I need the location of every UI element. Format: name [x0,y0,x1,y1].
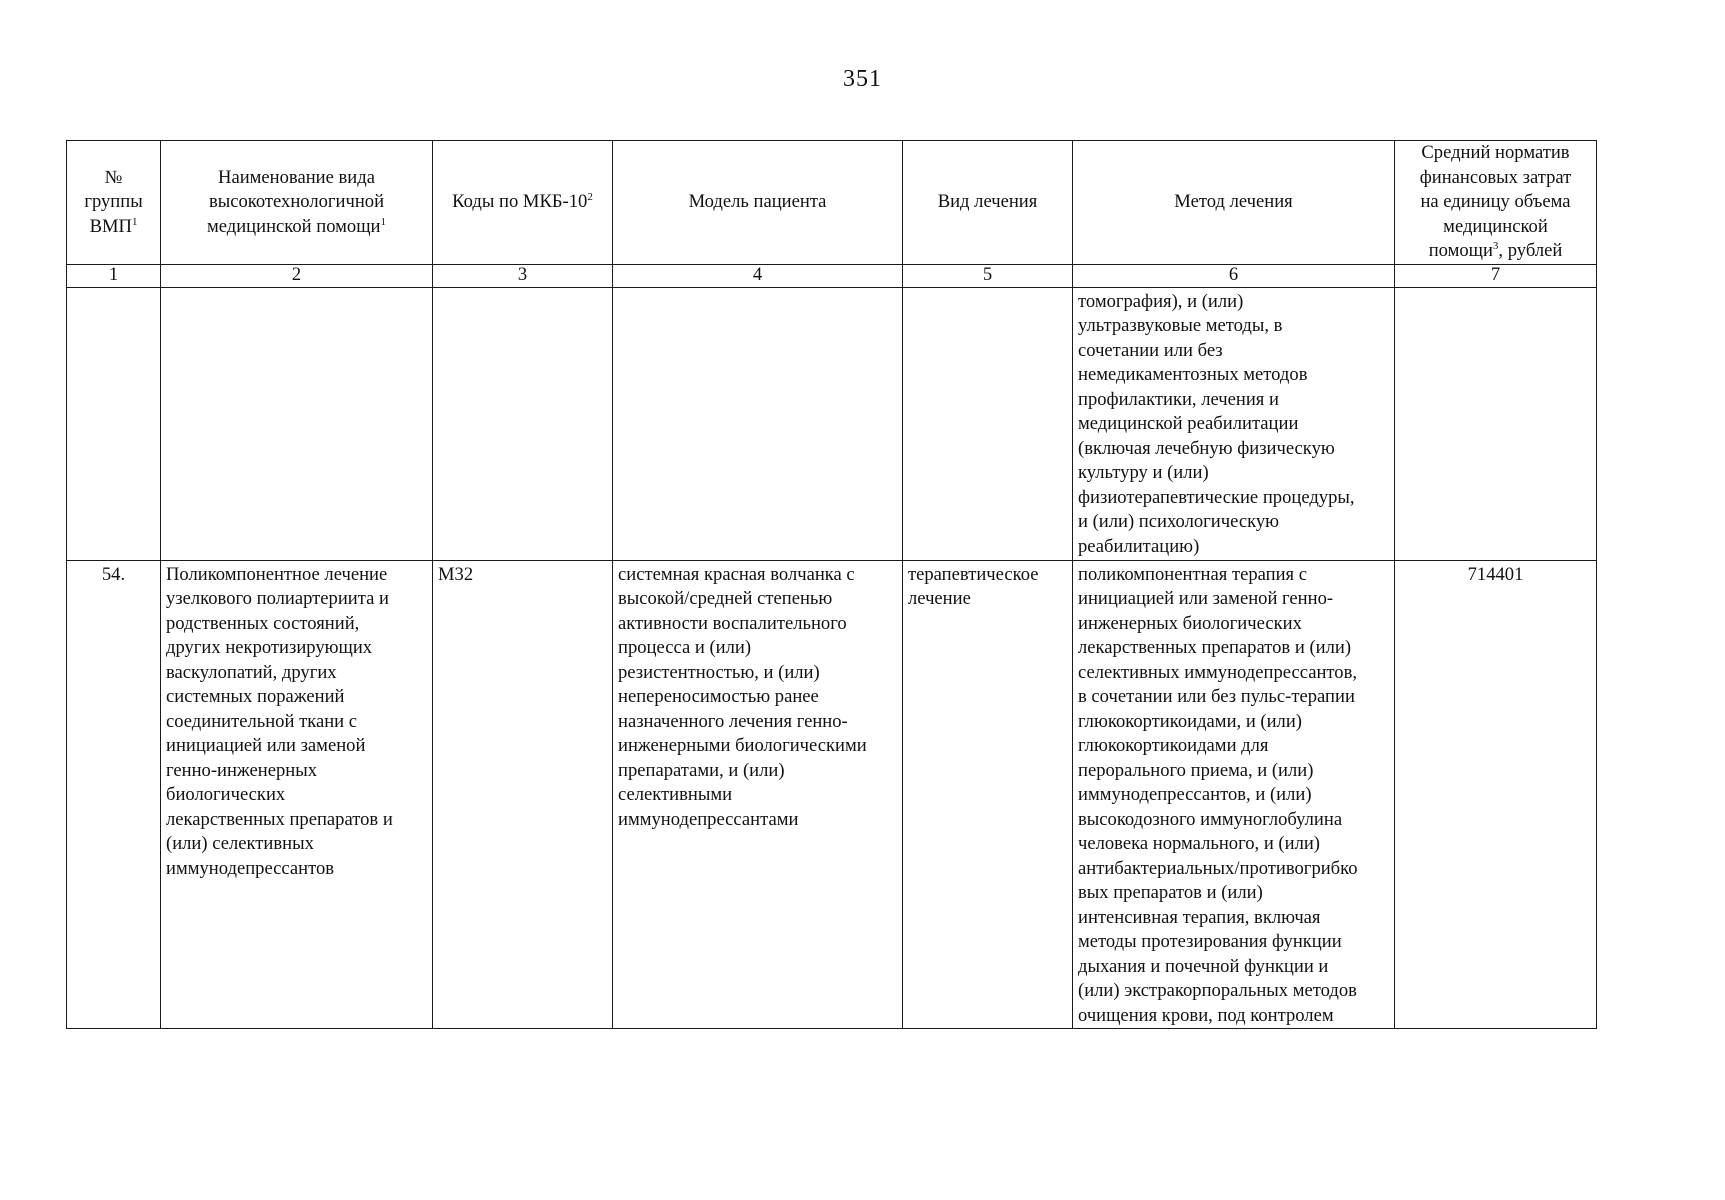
table-row-continuation [67,287,1597,560]
header-group-number: № группы ВМП$^1$ [67,141,161,265]
column-number: 1 [67,264,161,287]
header-treatment-type: Вид лечения [903,141,1073,265]
cell-treatment-type [903,287,1073,560]
cell-patient-model: системная красная волчанка с высокой/средней степенью активности воспалительного процесса и (или) резистентностью, и (или) непереносимостью ранее назначенного лечения генно- инженерными биологическими препаратами, и (или) селективными иммунодепрессантами [613,560,903,1029]
cell-group-number: 54. [67,560,161,1029]
column-number: 2 [161,264,433,287]
cell-care-type-name: Поликомпонентное лечение узелкового полиартериита и родственных состояний, других некротизирующих васкулопатий, других системных поражений соединительной ткани с инициацией или заменой генно-инженерных биологических лекарственных препаратов и (или) селективных иммунодепрессантов [161,560,433,1029]
cell-treatment-method: поликомпонентная терапия с инициацией или заменой генно- инженерных биологических лекарственных препаратов и (или) селективных иммунодепрессантов, в сочетании или без пульс-терапии глюкокортикоидами, и (или) глюкокортикоидами для перорального приема, и (или) иммунодепрессантов, и (или) высокодозного иммуноглобулина человека нормального, и (или) антибактериальных/противогрибко вых препаратов и (или) интенсивная терапия, включая методы протезирования функции дыхания и почечной функции и (или) экстракорпоральных методов очищения крови, под контролем [1073,560,1395,1029]
header-cost-standard: Средний норматив финансовых затрат на единицу объема медицинской помощи$^3$, рублей [1395,141,1597,265]
cell-group-number [67,287,161,560]
column-number: 5 [903,264,1073,287]
column-number: 4 [613,264,903,287]
cell-care-type-name [161,287,433,560]
column-numbers-row [67,264,1597,287]
header-patient-model: Модель пациента [613,141,903,265]
cell-treatment-method: томография), и (или) ультразвуковые методы, в сочетании или без немедикаментозных методов профилактики, лечения и медицинской реабилитации (включая лечебную физическую культуру и (или) физиотерапевтические процедуры, и (или) психологическую реабилитацию) [1073,287,1395,560]
table-header-row [67,141,1597,265]
table-row-54 [67,560,1597,1029]
column-number: 3 [433,264,613,287]
cell-cost-standard [1395,287,1597,560]
cell-icd10-codes: М32 [433,560,613,1029]
cell-treatment-type: терапевтическое лечение [903,560,1073,1029]
cell-patient-model [613,287,903,560]
header-care-type-name: Наименование вида высокотехнологичной медицинской помощи$^1$ [161,141,433,265]
header-icd10-codes: Коды по МКБ-$10^2$ [433,141,613,265]
cell-icd10-codes [433,287,613,560]
header-treatment-method: Метод лечения [1073,141,1395,265]
column-number: 6 [1073,264,1395,287]
page-number: 351 [843,66,882,92]
cell-cost-standard: 714401 [1395,560,1597,1029]
column-number: 7 [1395,264,1597,287]
vmp-table [66,140,1597,1029]
